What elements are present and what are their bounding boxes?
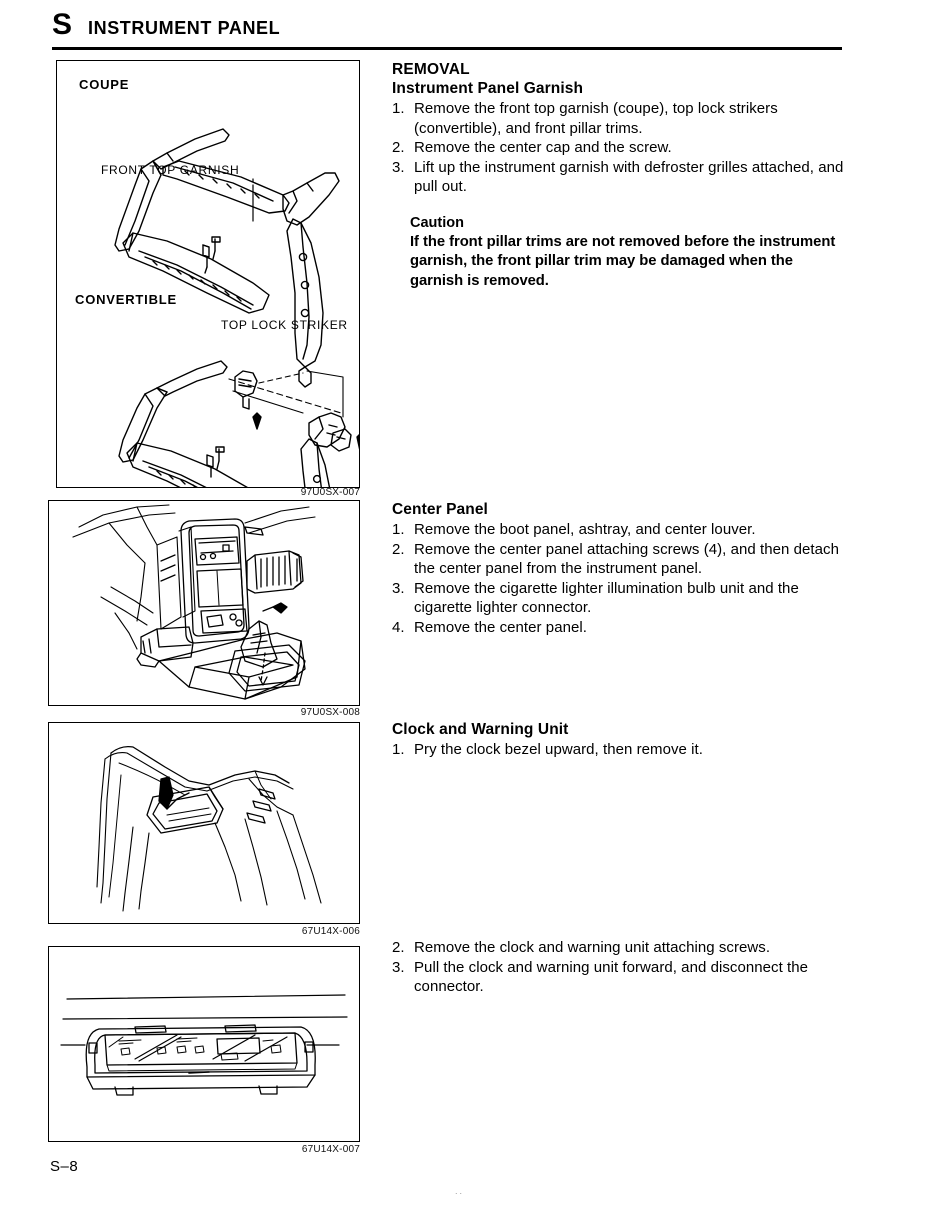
figure-callout-front-top-garnish: FRONT TOP GARNISH bbox=[101, 163, 240, 177]
caution-body: If the front pillar trims are not removed before the instrument garnish, the front pillar trim may be damaged when the garnish is removed. bbox=[410, 233, 836, 289]
step-text: Remove the clock and warning unit attaching screws. bbox=[414, 939, 771, 956]
clock-steps bbox=[392, 740, 844, 760]
center-panel-steps bbox=[392, 520, 844, 637]
instructions-column bbox=[392, 60, 844, 995]
figure-center-panel bbox=[48, 500, 360, 706]
page-title: INSTRUMENT PANEL bbox=[88, 18, 281, 38]
figure-callout-top-lock-striker: TOP LOCK STRIKER bbox=[221, 318, 348, 332]
step-number: 3. bbox=[392, 158, 405, 176]
clock-steps-continued bbox=[392, 938, 844, 997]
figure-windshield-garnish bbox=[56, 60, 360, 488]
step-text: Lift up the instrument garnish with defroster grilles attached, and pull out. bbox=[414, 158, 844, 195]
step-text: Remove the center panel. bbox=[414, 618, 587, 636]
removal-section bbox=[392, 60, 844, 291]
figure-2-drawing bbox=[49, 501, 360, 706]
caution-block bbox=[410, 214, 844, 292]
step-number: 1. bbox=[392, 100, 405, 117]
center-panel-section bbox=[392, 500, 844, 637]
step-number: 3. bbox=[392, 958, 405, 976]
figure-label-convertible: CONVERTIBLE bbox=[75, 292, 177, 307]
list-item bbox=[392, 938, 844, 958]
list-item bbox=[392, 99, 844, 138]
step-number: 2. bbox=[392, 939, 405, 956]
list-item bbox=[392, 579, 844, 618]
step-number: 1. bbox=[392, 741, 405, 758]
header-divider bbox=[52, 47, 842, 50]
clock-warning-section bbox=[392, 720, 844, 760]
step-number: 2. bbox=[392, 540, 405, 558]
figure-3-drawing bbox=[49, 723, 360, 924]
garnish-heading: Instrument Panel Garnish bbox=[392, 80, 584, 97]
list-item bbox=[392, 618, 844, 638]
clock-heading: Clock and Warning Unit bbox=[392, 721, 569, 738]
step-number: 4. bbox=[392, 618, 405, 636]
list-item bbox=[392, 958, 844, 997]
step-text: Pull the clock and warning unit forward, and disconnect the connector. bbox=[414, 958, 809, 995]
page-header bbox=[52, 8, 842, 52]
garnish-steps bbox=[392, 99, 844, 197]
list-item bbox=[392, 138, 844, 158]
step-number: 2. bbox=[392, 139, 405, 156]
figure-id-1: 97U0SX-007 bbox=[300, 487, 360, 498]
step-text: Remove the center cap and the screw. bbox=[414, 139, 672, 156]
step-text: Remove the cigarette lighter illumination bulb unit and the cigarette lighter connector. bbox=[414, 579, 799, 616]
caution-title: Caution bbox=[410, 214, 464, 231]
section-letter: S bbox=[52, 8, 73, 41]
figure-id-4: 67U14X-007 bbox=[301, 1144, 360, 1155]
step-text: Remove the front top garnish (coupe), top lock strikers (convertible), and front pillar trims. bbox=[414, 100, 778, 137]
figure-1-drawing bbox=[57, 61, 360, 488]
step-text: Remove the boot panel, ashtray, and center louver. bbox=[414, 521, 756, 538]
page-number: S–8 bbox=[50, 1158, 79, 1175]
figure-id-2: 97U0SX-008 bbox=[300, 707, 360, 718]
figure-id-3: 67U14X-006 bbox=[301, 926, 360, 937]
list-item bbox=[392, 158, 844, 197]
step-number: 3. bbox=[392, 579, 405, 597]
footer-mark: .. bbox=[455, 1186, 465, 1196]
figure-clock-bezel bbox=[48, 722, 360, 924]
list-item bbox=[392, 740, 844, 760]
clock-warning-section-continued bbox=[392, 938, 844, 997]
removal-heading: REMOVAL bbox=[392, 61, 470, 78]
figure-4-drawing bbox=[49, 947, 360, 1142]
figure-label-coupe: COUPE bbox=[79, 77, 130, 92]
step-text: Remove the center panel attaching screws (4), and then detach the center panel from the instrument panel. bbox=[414, 540, 839, 577]
list-item bbox=[392, 520, 844, 540]
figure-clock-warning-unit bbox=[48, 946, 360, 1142]
list-item bbox=[392, 540, 844, 579]
step-number: 1. bbox=[392, 521, 405, 538]
center-panel-heading: Center Panel bbox=[392, 501, 488, 518]
step-text: Pry the clock bezel upward, then remove it. bbox=[414, 741, 703, 758]
